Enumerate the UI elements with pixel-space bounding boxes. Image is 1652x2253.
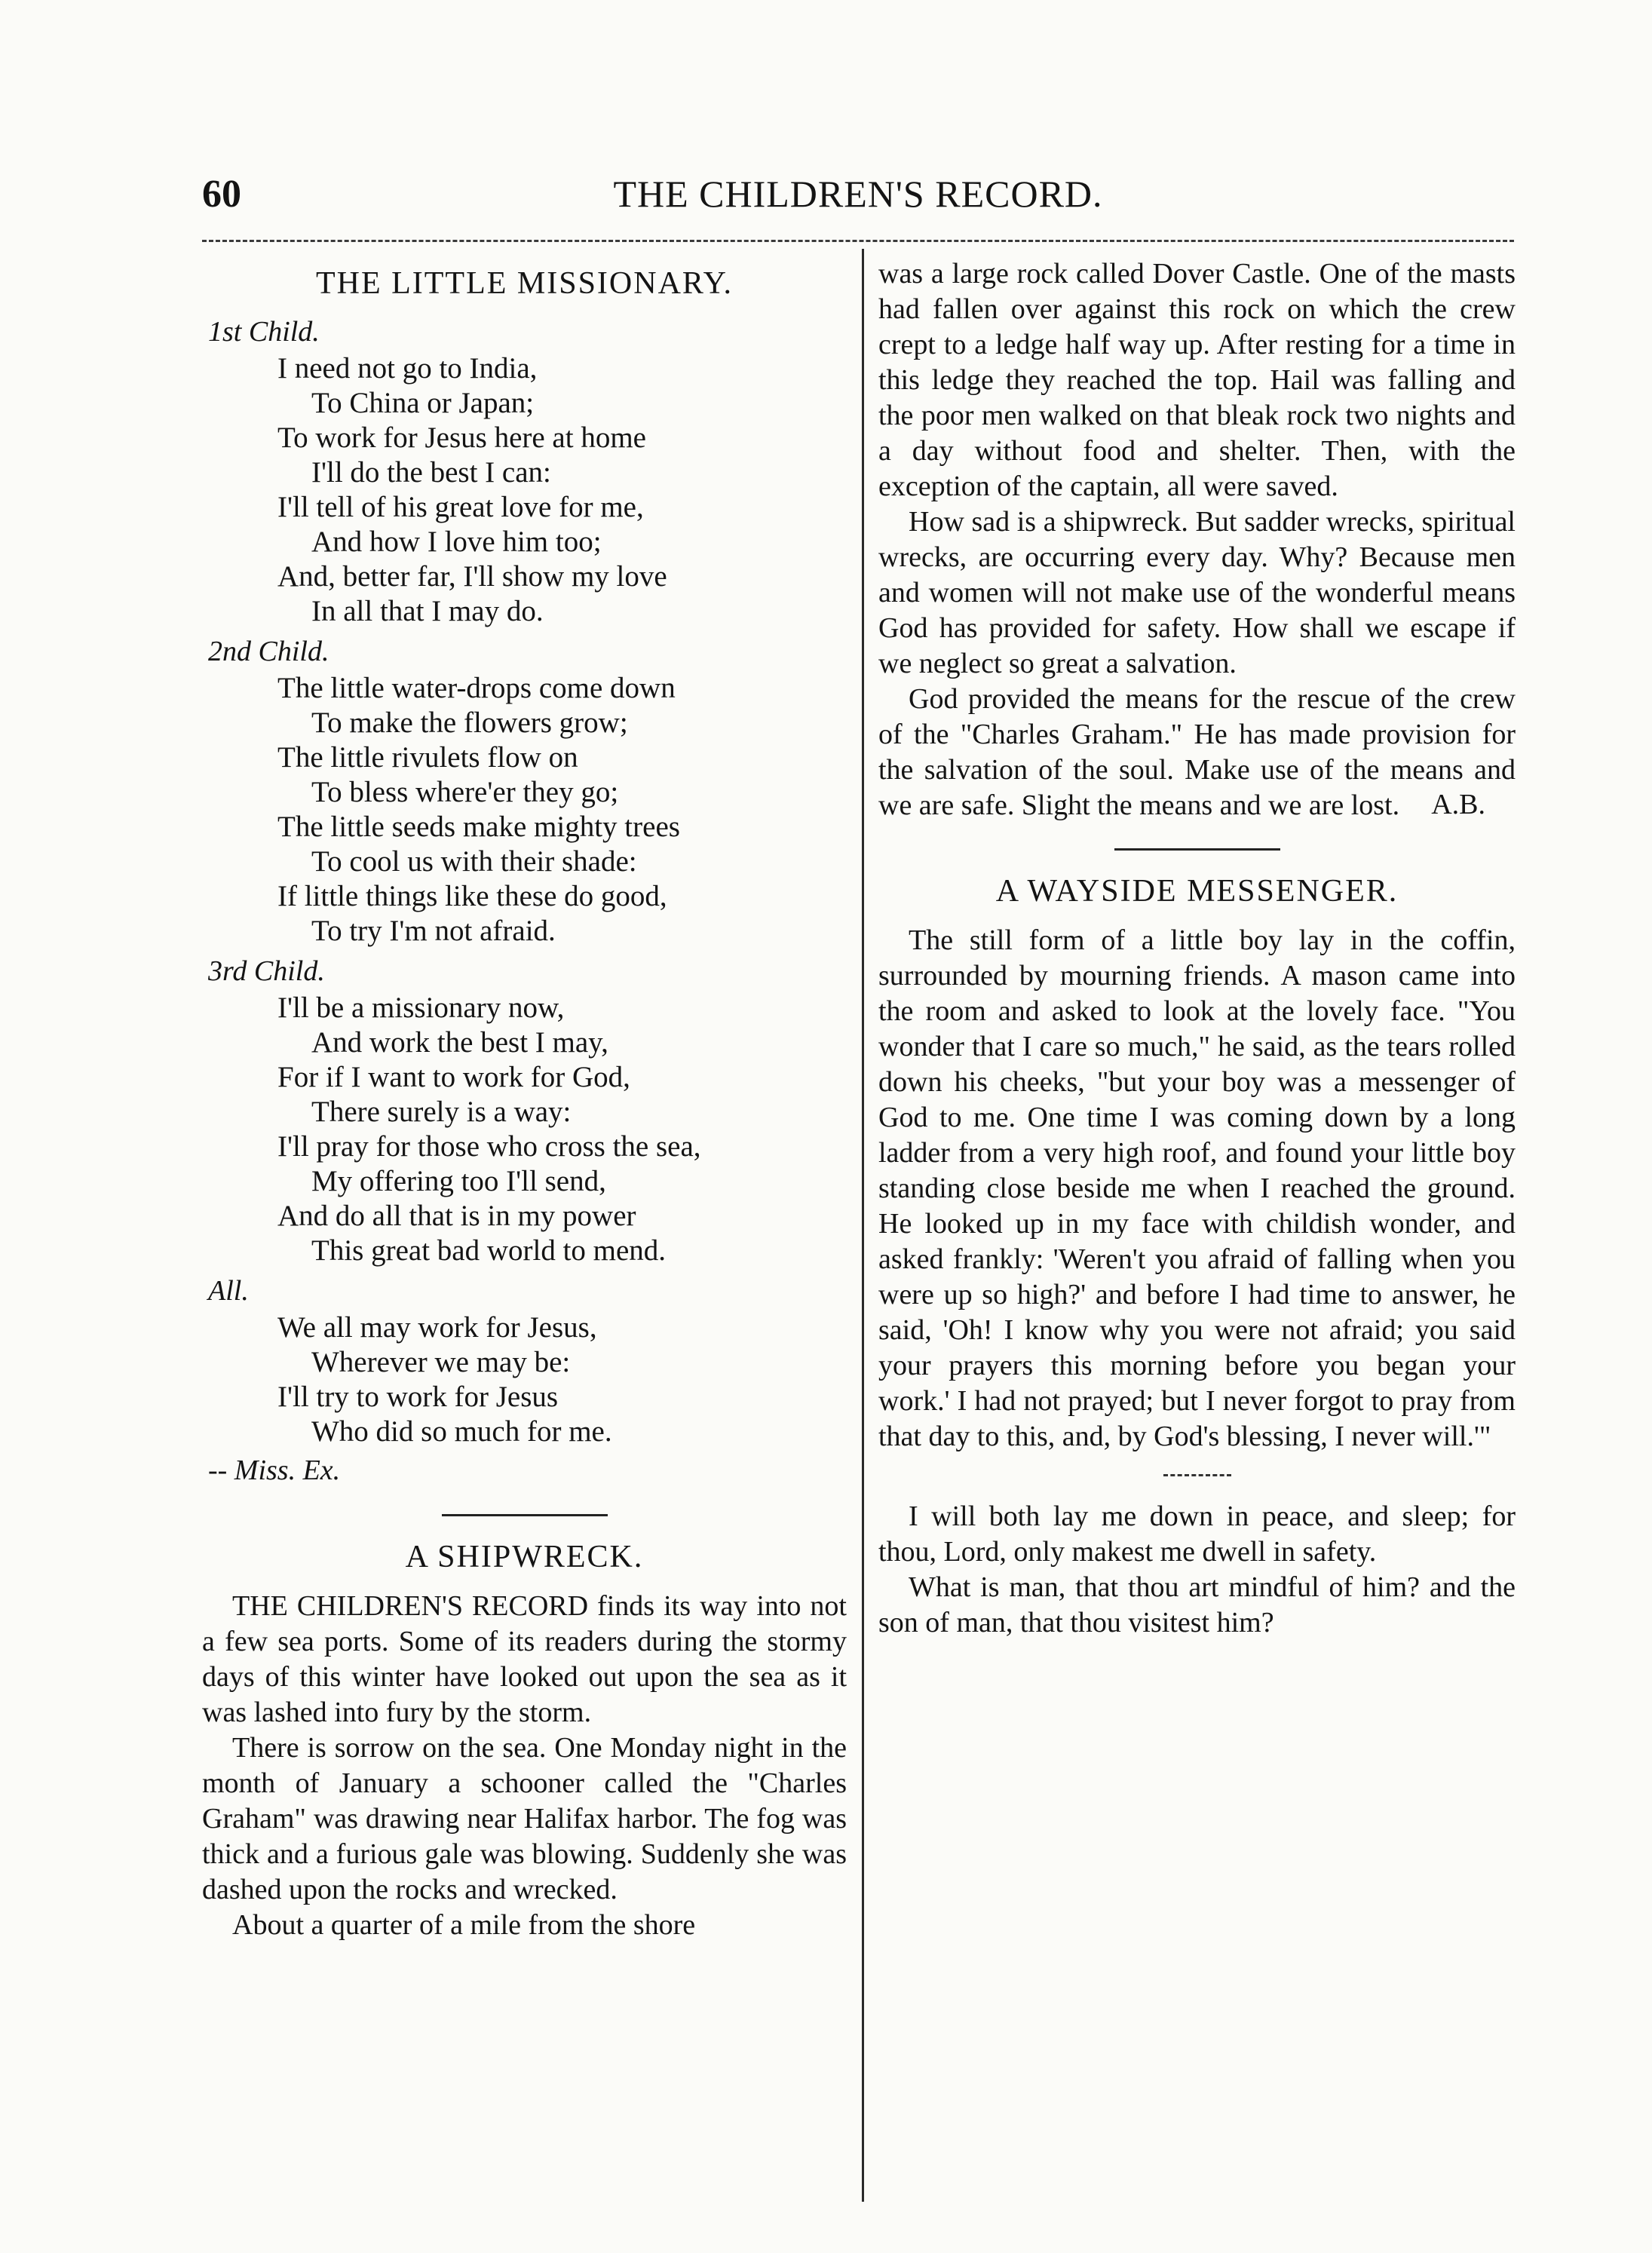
poem-line: Who did so much for me. bbox=[311, 1415, 612, 1448]
paragraph: About a quarter of a mile from the shore bbox=[232, 1909, 696, 1941]
separator bbox=[1163, 1474, 1231, 1476]
poem-speaker: All. bbox=[208, 1275, 249, 1307]
poem-line: In all that I may do. bbox=[311, 595, 544, 627]
shipwreck-title: A SHIPWRECK. bbox=[405, 1540, 644, 1574]
section-rule bbox=[442, 1514, 608, 1516]
poem-line: And work the best I may, bbox=[311, 1026, 608, 1059]
poem-line: To China or Japan; bbox=[311, 387, 535, 419]
poem-line: I'll be a missionary now, bbox=[277, 992, 565, 1024]
poem-line: To try I'm not afraid. bbox=[311, 915, 556, 947]
poem-title: THE LITTLE MISSIONARY. bbox=[315, 266, 734, 301]
paragraph: God provided the means for the rescue of the crew of the "Charles Graham." He has made provision for the salvation of the soul. Make use of the means and we are safe. Slight the means and we are lost. bbox=[878, 683, 1516, 821]
poem-speaker: 1st Child. bbox=[208, 316, 320, 348]
paragraph: How sad is a shipwreck. But sadder wrecks, spiritual wrecks, are occurring every day. Why? Because men and women will not make use of the wonderful means God has provided for safety. How shall we escape if we neglect so great a salvation. bbox=[878, 506, 1516, 679]
poem-line: And, better far, I'll show my love bbox=[277, 560, 667, 593]
poem-line: My offering too I'll send, bbox=[311, 1165, 606, 1197]
verse: What is man, that thou art mindful of him? and the son of man, that thou visitest him? bbox=[878, 1571, 1516, 1638]
poem-speaker: 2nd Child. bbox=[208, 636, 329, 667]
left-column bbox=[202, 256, 847, 1943]
poem-line: There surely is a way: bbox=[311, 1096, 572, 1128]
paragraph: There is sorrow on the sea. One Monday night in the month of January a schooner called the "Charles Graham" was drawing near Halifax harbor. The fog was thick and a furious gale was blowing. Suddenly she was dashed upon the rocks and wrecked. bbox=[202, 1732, 847, 1905]
page-header bbox=[202, 172, 1514, 232]
poem-line: I'll do the best I can: bbox=[311, 456, 551, 489]
poem-stanza bbox=[202, 991, 847, 1268]
poem-stanza bbox=[202, 1310, 847, 1449]
poem-line: I'll tell of his great love for me, bbox=[277, 491, 644, 523]
poem-line: I need not go to India, bbox=[277, 352, 538, 385]
poem-line: The little water-drops come down bbox=[277, 672, 676, 704]
poem-line: To bless where'er they go; bbox=[311, 776, 619, 808]
poem-stanza bbox=[202, 351, 847, 629]
right-column bbox=[878, 256, 1516, 1641]
poem-line: The little seeds make mighty trees bbox=[277, 811, 680, 843]
poem-line: This great bad world to mend. bbox=[311, 1234, 667, 1267]
column-divider bbox=[862, 249, 864, 2202]
paragraph: THE CHILDREN'S RECORD finds its way into not a few sea ports. Some of its readers during the stormy days of this winter have looked out upon the sea as it was lashed into fury by the storm. bbox=[202, 1590, 847, 1728]
poem-stanza bbox=[202, 671, 847, 949]
poem-line: To work for Jesus here at home bbox=[277, 421, 646, 454]
shipwreck-continued bbox=[878, 256, 1516, 823]
poem-line: If little things like these do good, bbox=[277, 880, 667, 912]
article-byline: A.B. bbox=[1431, 789, 1485, 820]
poem-body bbox=[202, 315, 847, 1449]
poem-line: And do all that is in my power bbox=[277, 1200, 636, 1232]
poem-line: Wherever we may be: bbox=[311, 1346, 571, 1378]
paragraph: The still form of a little boy lay in the coffin, surrounded by mourning friends. A mason came into the room and asked to look at the lovely face. "You wonder that I care so much," he said, as the tears rolled down his cheeks, "but your boy was a messenger of God to me. One time I was coming down by a long ladder from a very high roof, and found your little boy standing close beside me when I reached the ground. He looked up in my face with childish wonder, and asked frankly: 'Weren't you afraid of falling when you were up so high?' and before I had time to answer, he said, 'Oh! I know why you were not afraid; you said your prayers this morning before you began your work.' I had not prayed; but I never forgot to pray from that day to this, and, by God's blessing, I never will.'" bbox=[878, 924, 1516, 1452]
poem-line: I'll try to work for Jesus bbox=[277, 1381, 559, 1413]
shipwreck-article bbox=[202, 1589, 847, 1943]
poem-line: I'll pray for those who cross the sea, bbox=[277, 1130, 701, 1163]
wayside-title: A WAYSIDE MESSENGER. bbox=[995, 874, 1399, 909]
poem-signature: -- Miss. Ex. bbox=[208, 1454, 341, 1486]
scripture-verses bbox=[878, 1499, 1516, 1641]
page-number: 60 bbox=[202, 173, 241, 216]
poem-line: And how I love him too; bbox=[311, 526, 602, 558]
wayside-article bbox=[878, 923, 1516, 1454]
section-rule bbox=[1114, 848, 1280, 851]
running-title: THE CHILDREN'S RECORD. bbox=[613, 173, 1103, 215]
poem-line: The little rivulets flow on bbox=[277, 741, 578, 774]
paragraph: was a large rock called Dover Castle. One of the masts had fallen over against this rock on which the crew crept to a ledge half way up. After resting for a time in this ledge they reached the top. Hail was falling and the poor men walked on that bleak rock two nights and a day without food and shelter. Then, with the exception of the captain, all were saved. bbox=[878, 258, 1516, 502]
poem-speaker: 3rd Child. bbox=[208, 955, 325, 987]
poem-line: To cool us with their shade: bbox=[311, 845, 637, 878]
poem-line: To make the flowers grow; bbox=[311, 707, 628, 739]
poem-line: For if I want to work for God, bbox=[277, 1061, 630, 1093]
header-rule bbox=[202, 240, 1514, 242]
poem-line: We all may work for Jesus, bbox=[277, 1311, 597, 1344]
verse: I will both lay me down in peace, and sleep; for thou, Lord, only makest me dwell in safety. bbox=[878, 1500, 1516, 1568]
